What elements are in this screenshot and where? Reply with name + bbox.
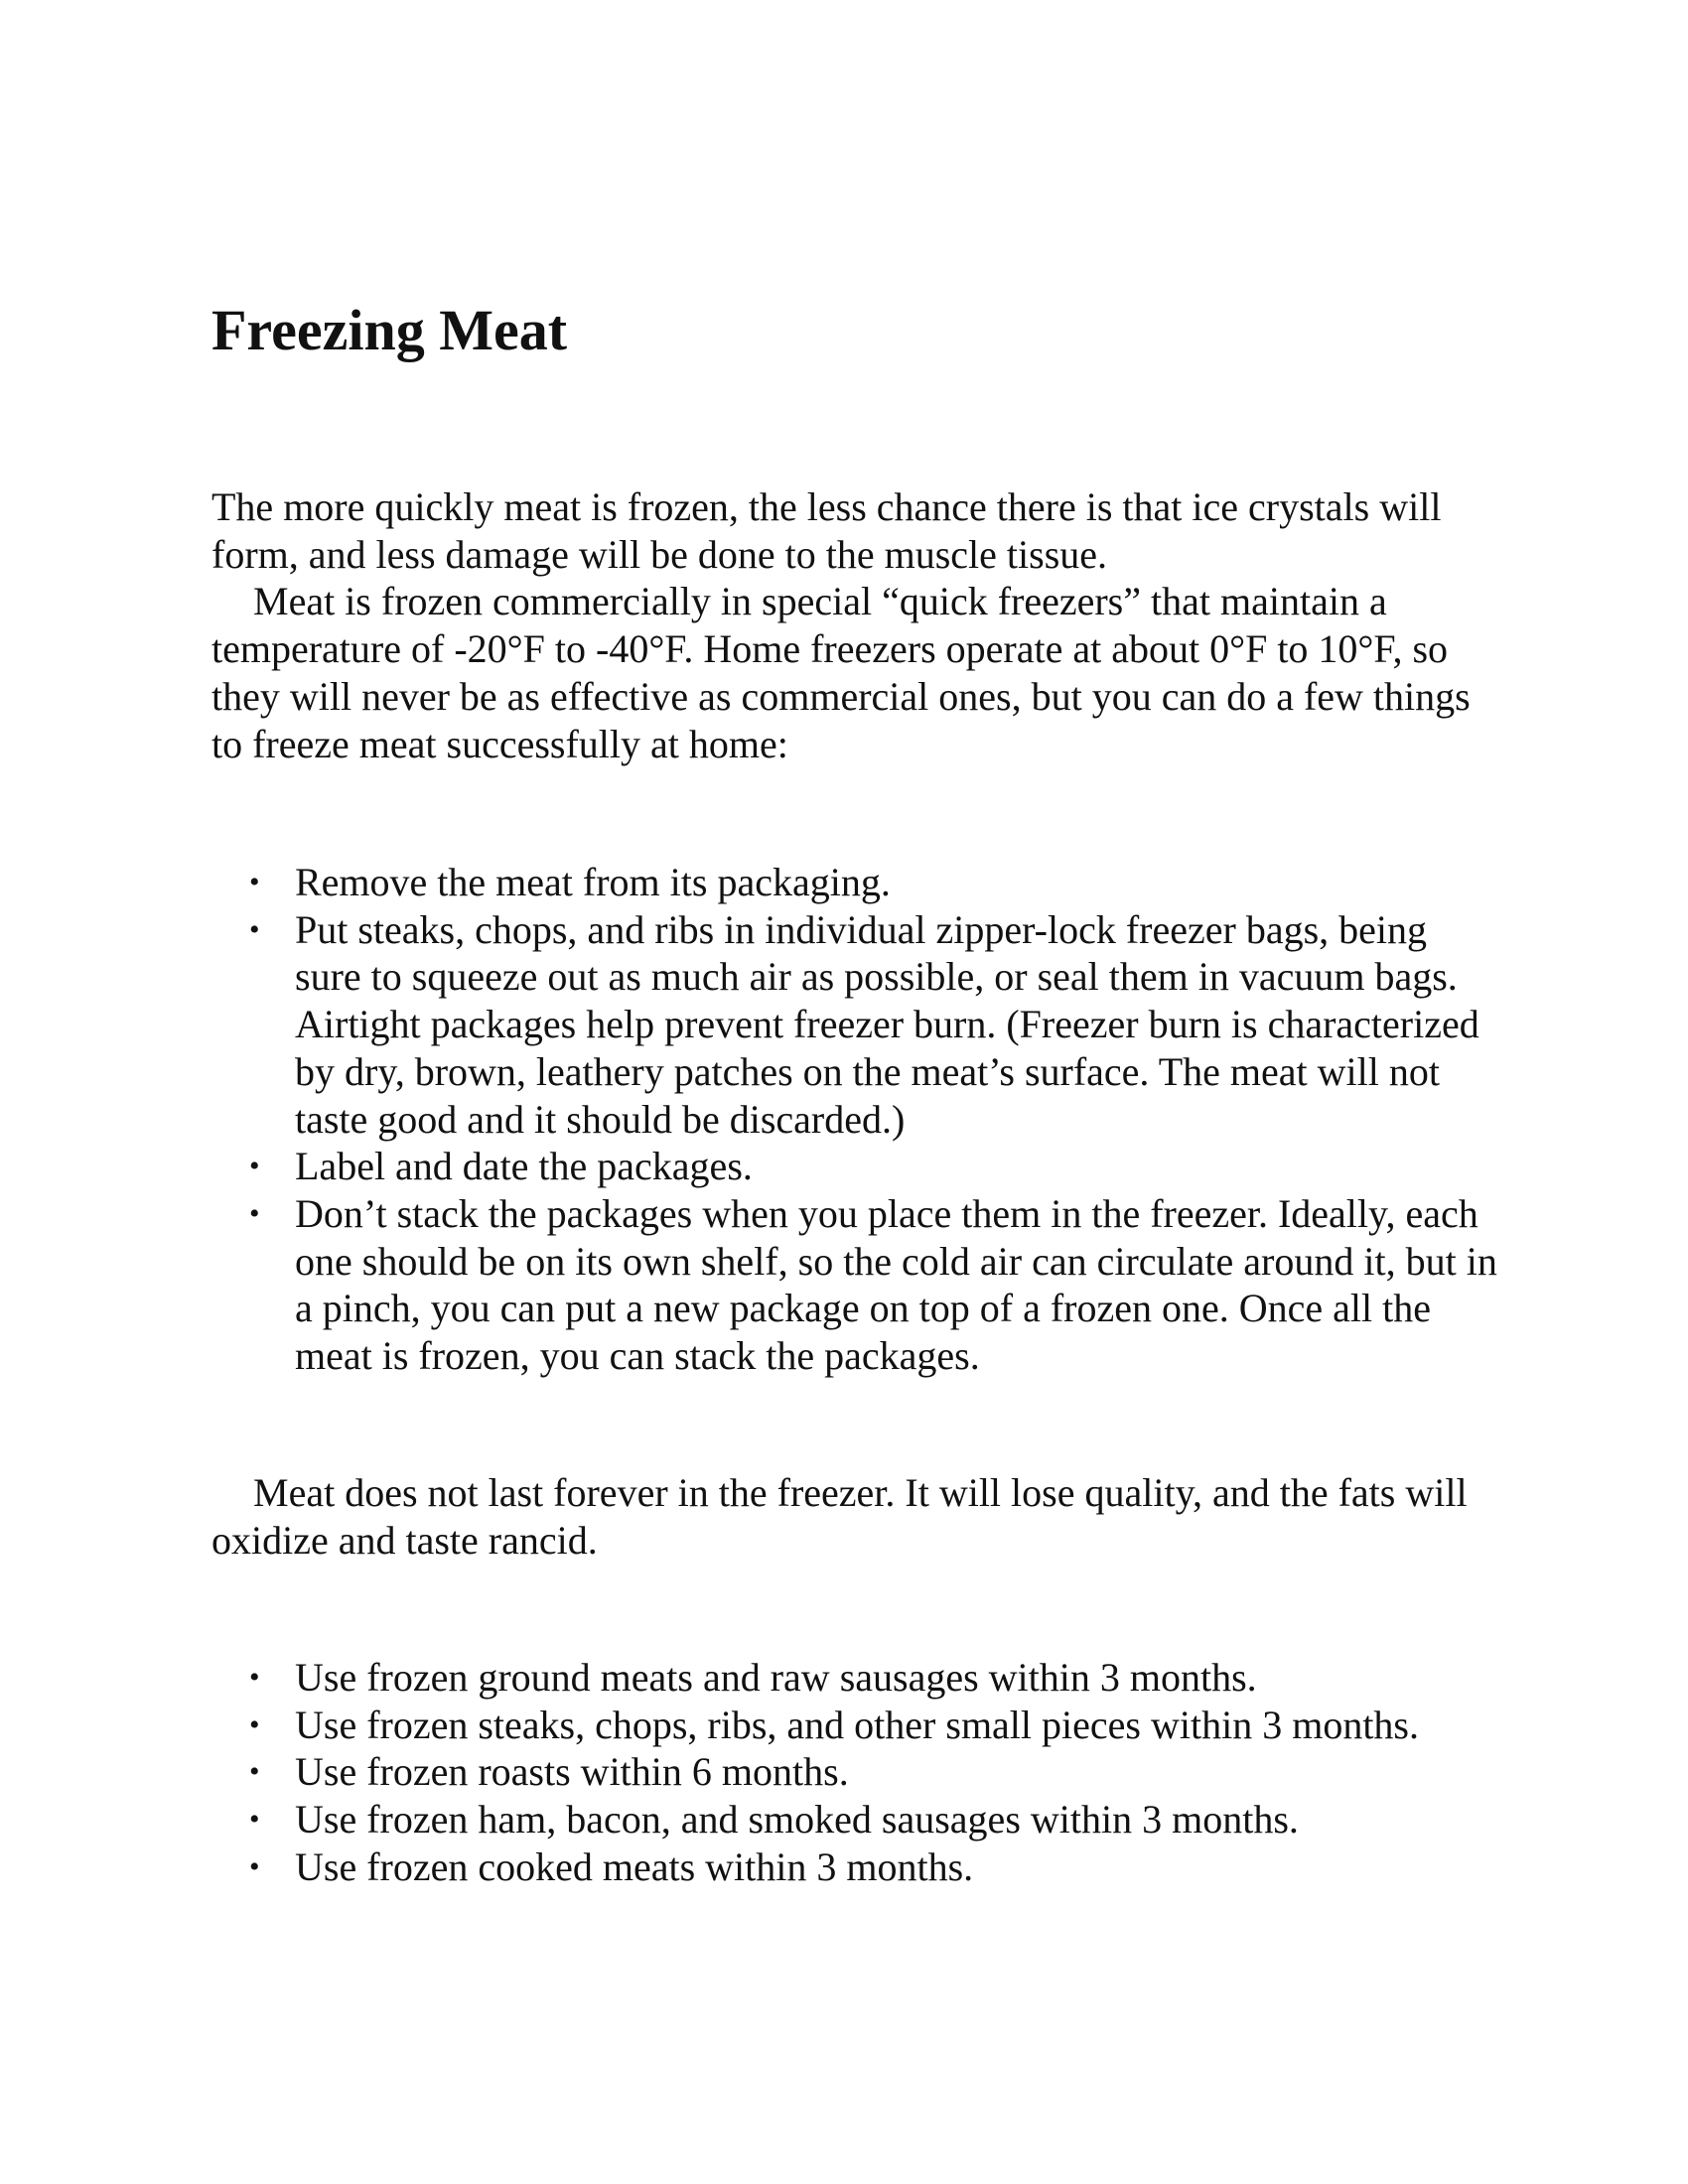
intro-paragraph: The more quickly meat is frozen, the less chance there is that ice crystals will form, and less damage will be done to the muscle tissue. xyxy=(211,484,1442,577)
bullet-icon: • xyxy=(249,1803,260,1837)
bullet-icon: • xyxy=(249,1661,260,1694)
closing-paragraph: Meat does not last forever in the freezer. It will lose quality, and the fats will oxidize and taste rancid. xyxy=(211,1470,1468,1563)
list-item xyxy=(249,1796,1502,1843)
list-item xyxy=(249,1654,1502,1702)
list-item xyxy=(249,1190,1502,1380)
list-item-text: Don’t stack the packages when you place them in the freezer. Ideally, each one should be on its own shelf, so the cold air can circulate around it, but in a pinch, you can put a new package on top of a frozen one. Once all the meat is frozen, you can stack the packages. xyxy=(295,1190,1497,1379)
list-item xyxy=(249,1702,1502,1749)
list-item xyxy=(249,906,1502,1144)
list-item-text: Use frozen roasts within 6 months. xyxy=(295,1749,849,1795)
list-item-text: Use frozen cooked meats within 3 months. xyxy=(295,1843,974,1889)
list-item-text: Use frozen ham, bacon, and smoked sausages within 3 months. xyxy=(295,1797,1299,1843)
list-item-text: Put steaks, chops, and ribs in individual zipper-lock freezer bags, being sure to squeeze out as much air as possible, or seal them in vacuum bags. Airtight packages help prevent freezer burn. (Freezer burn is characterized by dry, brown, leathery patches on the meat’s surface. The meat will not taste good and it should be discarded.) xyxy=(295,906,1479,1142)
bullet-icon: • xyxy=(249,912,260,946)
bullet-icon: • xyxy=(249,1755,260,1789)
freezing-tips-list xyxy=(211,859,1502,1380)
bullet-icon: • xyxy=(249,866,260,898)
bullet-icon: • xyxy=(249,1849,260,1883)
list-item xyxy=(249,859,1502,906)
page-title: Freezing Meat xyxy=(211,298,568,362)
list-item-text: Label and date the packages. xyxy=(295,1144,753,1189)
bullet-icon: • xyxy=(249,1196,260,1230)
closing-section xyxy=(211,1469,1502,1564)
bullet-icon: • xyxy=(249,1707,260,1741)
list-item-text: Use frozen steaks, chops, ribs, and other small pieces within 3 months. xyxy=(295,1702,1419,1747)
list-item xyxy=(249,1143,1502,1190)
storage-limits-list xyxy=(211,1654,1502,1891)
intro-paragraph: Meat is frozen commercially in special “quick freezers” that maintain a temperature of -20°F to -40°F. Home freezers operate at about 0°F to 10°F, so they will never be as effective as commercial ones, but you can do a few things to freeze meat successfully at home: xyxy=(211,579,1471,766)
intro-section xyxy=(211,483,1502,767)
list-item-text: Use frozen ground meats and raw sausages within 3 months. xyxy=(295,1655,1257,1700)
list-item xyxy=(249,1748,1502,1796)
list-item-text: Remove the meat from its packaging. xyxy=(295,860,891,904)
list-item xyxy=(249,1843,1502,1891)
bullet-icon: • xyxy=(249,1150,260,1183)
